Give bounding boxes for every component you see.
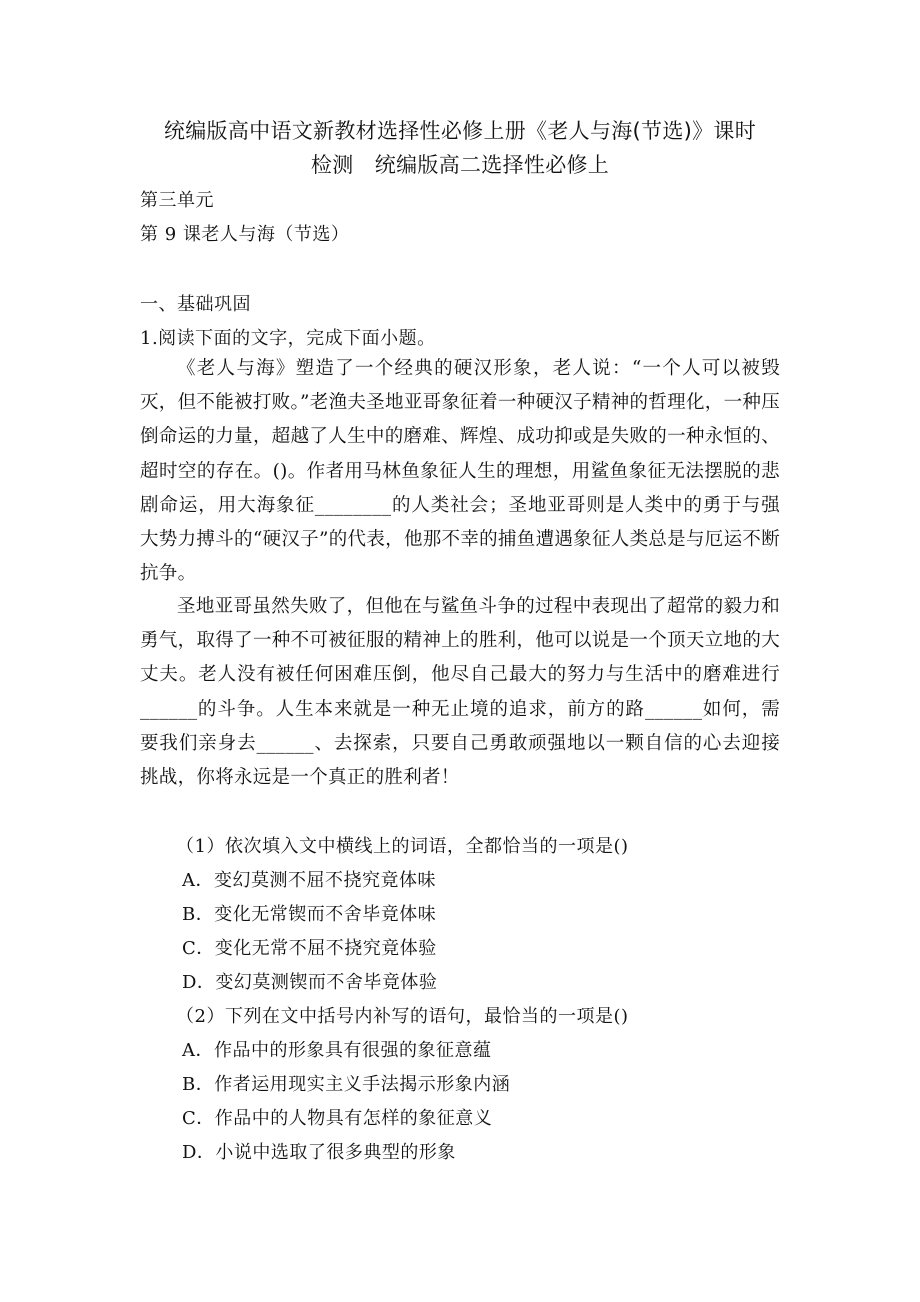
question-1-option-a: A．变幻莫测不屈不挠究竟体味	[182, 870, 436, 891]
passage-paragraph-2: 圣地亚哥虽然失败了，但他在与鲨鱼斗争的过程中表现出了超常的毅力和勇气，取得了一种不可被征服的精神上的胜利，他可以说是一个顶天立地的大丈夫。老人没有被任何困难压倒，他尽自己最大的努力与生活中的磨难进行______的斗争。人生本来就是一种无止境的追求，前方的路______如何，需要我们亲身去______、去探索，只要自己勇敢顽强地以一颗自信的心去迎接挑战，你将永远是一个真正的胜利者！	[140, 596, 780, 789]
section-heading: 一、基础巩固	[140, 294, 251, 315]
question-1-option-d: D．变幻莫测锲而不舍毕竟体验	[182, 972, 438, 993]
question-1-option-b: B．变化无常锲而不舍毕竟体味	[182, 904, 437, 925]
question-1-option-c: C．变化无常不屈不挠究竟体验	[182, 938, 437, 959]
question-1-stem: （1）依次填入文中横线上的词语，全都恰当的一项是()	[176, 836, 629, 857]
title-line-2: 检测 统编版高二选择性必修上	[310, 153, 610, 177]
passage-paragraph-1: 《老人与海》塑造了一个经典的硬汉形象，老人说：“一个人可以被毁灭，但不能被打败。”老渔夫圣地亚哥象征着一种硬汉子精神的哲理化，一种压倒命运的力量，超越了人生中的磨难、辉煌、成功抑或是失败的一种永恒的、超时空的存在。()。作者用马林鱼象征人生的理想，用鲨鱼象征无法摆脱的悲剧命运，用大海象征________的人类社会；圣地亚哥则是人类中的勇于与强大势力搏斗的“硬汉子”的代表，他那不幸的捕鱼遭遇象征人类总是与厄运不断抗争。	[140, 358, 780, 585]
title-line-1: 统编版高中语文新教材选择性必修上册《老人与海(节选)》课时	[163, 119, 757, 143]
question-2-option-a: A．作品中的形象具有很强的象征意蕴	[182, 1040, 492, 1061]
document-title	[140, 114, 780, 182]
question-2-option-d: D．小说中选取了很多典型的形象	[182, 1142, 456, 1163]
unit-heading: 第三单元	[140, 190, 214, 211]
question-2-stem: （2）下列在文中括号内补写的语句，最恰当的一项是()	[176, 1006, 629, 1027]
question-2-option-c: C．作品中的人物具有怎样的象征意义	[182, 1108, 493, 1129]
question-2-option-b: B．作者运用现实主义手法揭示形象内涵	[182, 1074, 511, 1095]
question-intro: 1.阅读下面的文字，完成下面小题。	[140, 328, 436, 349]
lesson-heading: 第 9 课老人与海（节选）	[140, 224, 350, 245]
